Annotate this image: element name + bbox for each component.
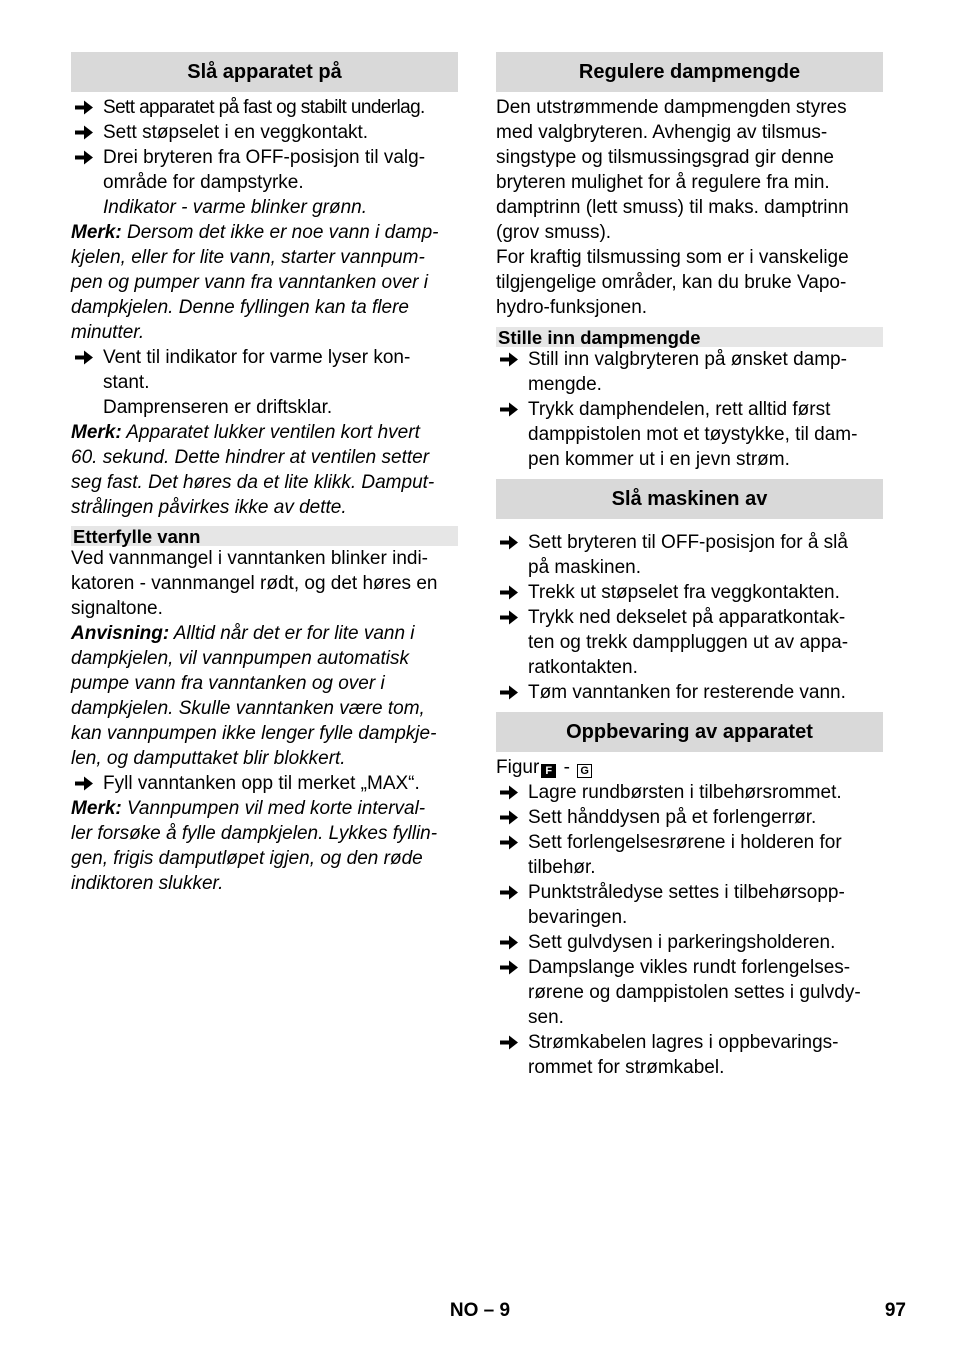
arrow-right-icon [498, 830, 520, 855]
body-paragraph: Den utstrømmende dampmengden styres med valgbryteren. Avhengig av tilsmus- singstype og tilsmussingsgrad gir denne bryteren mulighet for å regulere fra min. damptrinn (lett smuss) til maks. damptrinn (grov smuss). For kraftig tilsmussing som er i vanskelige tilgjengelige områder, kan du bruke Vapo- hydro-funksjonen. [496, 97, 849, 318]
list-item: Tøm vanntanken for resterende vann. [496, 680, 883, 705]
arrow-right-icon [498, 955, 520, 980]
footer-page-number: 97 [884, 1300, 906, 1321]
list-item: Vent til indikator for varme lyser kon- stant. Damprenseren er driftsklar. [71, 345, 458, 420]
list-item: Sett forlengelsesrørene i holderen for tilbehør. [496, 830, 883, 880]
list-item: Still inn valgbryteren på ønsket damp- mengde. [496, 347, 883, 397]
list-item: Sett bryteren til OFF-posisjon for å slå på maskinen. [496, 530, 883, 580]
arrow-right-icon [498, 680, 520, 705]
note-paragraph: Merk: Apparatet lukker ventilen kort hvert 60. sekund. Dette hindrer at ventilen setter seg fast. Det høres da et lite klikk. Damput- strålingen påvirkes ikke av dette. [71, 422, 435, 518]
arrow-right-icon [498, 605, 520, 630]
arrow-right-icon [73, 345, 95, 370]
list-item: Punktstråledyse settes i tilbehørsopp- bevaringen. [496, 880, 883, 930]
arrow-right-icon [498, 805, 520, 830]
list-item: Trekk ut støpselet fra veggkontakten. [496, 580, 883, 605]
list-item: Strømkabelen lagres i oppbevarings- rommet for strømkabel. [496, 1030, 883, 1080]
arrow-right-icon [73, 95, 95, 120]
instruction-paragraph: Anvisning: Alltid når det er for lite vann i dampkjelen, vil vannpumpen automatisk pumpe vann fra vanntanken og over i dampkjelen. Skulle vanntanken være tom, kan vannpumpen ikke lenger fylle dampkje- len, og damputtaket blir blokkert. [71, 623, 437, 769]
arrow-right-icon [498, 930, 520, 955]
heading-refill-water: Etterfylle vann [71, 526, 458, 546]
note-paragraph: Merk: Vannpumpen vil med korte interval- ler forsøke å fylle dampkjelen. Lykkes fyllin- gen, frigis damputløpet igjen, og den røde indiktoren slukker. [71, 798, 438, 894]
left-column [71, 52, 458, 896]
list-item: Fyll vanntanken opp til merket „MAX“. [71, 771, 458, 796]
arrow-right-icon [73, 120, 95, 145]
figure-f-badge: F [541, 764, 556, 778]
list-item: Lagre rundbørsten i tilbehørsrommet. [496, 780, 883, 805]
list-item: Sett støpselet i en veggkontakt. [71, 120, 458, 145]
arrow-right-icon [498, 530, 520, 555]
footer-section-label: NO – 9 [449, 1300, 511, 1321]
list-item: Sett apparatet på fast og stabilt underlag. [71, 95, 458, 120]
list-item: Sett hånddysen på et forlengerrør. [496, 805, 883, 830]
heading-turn-on: Slå apparatet på [71, 52, 458, 92]
heading-regulate-steam: Regulere dampmengde [496, 52, 883, 92]
figure-reference: Figur F - G [496, 755, 883, 780]
figure-g-badge: G [577, 764, 592, 778]
list-item: Drei bryteren fra OFF-posisjon til valg- område for dampstyrke. Indikator - varme blinker grønn. [71, 145, 458, 220]
arrow-right-icon [498, 1030, 520, 1055]
arrow-right-icon [73, 145, 95, 170]
arrow-right-icon [498, 397, 520, 422]
list-item: Sett gulvdysen i parkeringsholderen. [496, 930, 883, 955]
list-item: Trykk damphendelen, rett alltid først damppistolen mot et tøystykke, til dam- pen kommer ut i en jevn strøm. [496, 397, 883, 472]
arrow-right-icon [498, 347, 520, 372]
arrow-right-icon [498, 580, 520, 605]
heading-set-steam: Stille inn dampmengde [496, 327, 883, 347]
arrow-right-icon [73, 771, 95, 796]
right-column [496, 52, 883, 1080]
arrow-right-icon [498, 880, 520, 905]
note-paragraph: Merk: Dersom det ikke er noe vann i damp- kjelen, eller for lite vann, starter vannpum- pen og pumper vann fra vanntanken over i dampkjelen. Denne fyllingen kan ta flere minutter. [71, 222, 439, 343]
list-item: Trykk ned dekselet på apparatkontak- ten og trekk damppluggen ut av appa- ratkontakten. [496, 605, 883, 680]
arrow-right-icon [498, 780, 520, 805]
list-item: Dampslange vikles rundt forlengelses- rørene og damppistolen settes i gulvdy- sen. [496, 955, 883, 1030]
heading-turn-off: Slå maskinen av [496, 479, 883, 519]
heading-storage: Oppbevaring av apparatet [496, 712, 883, 752]
body-paragraph: Ved vannmangel i vanntanken blinker indi- katoren - vannmangel rødt, og det høres en signaltone. [71, 548, 438, 619]
